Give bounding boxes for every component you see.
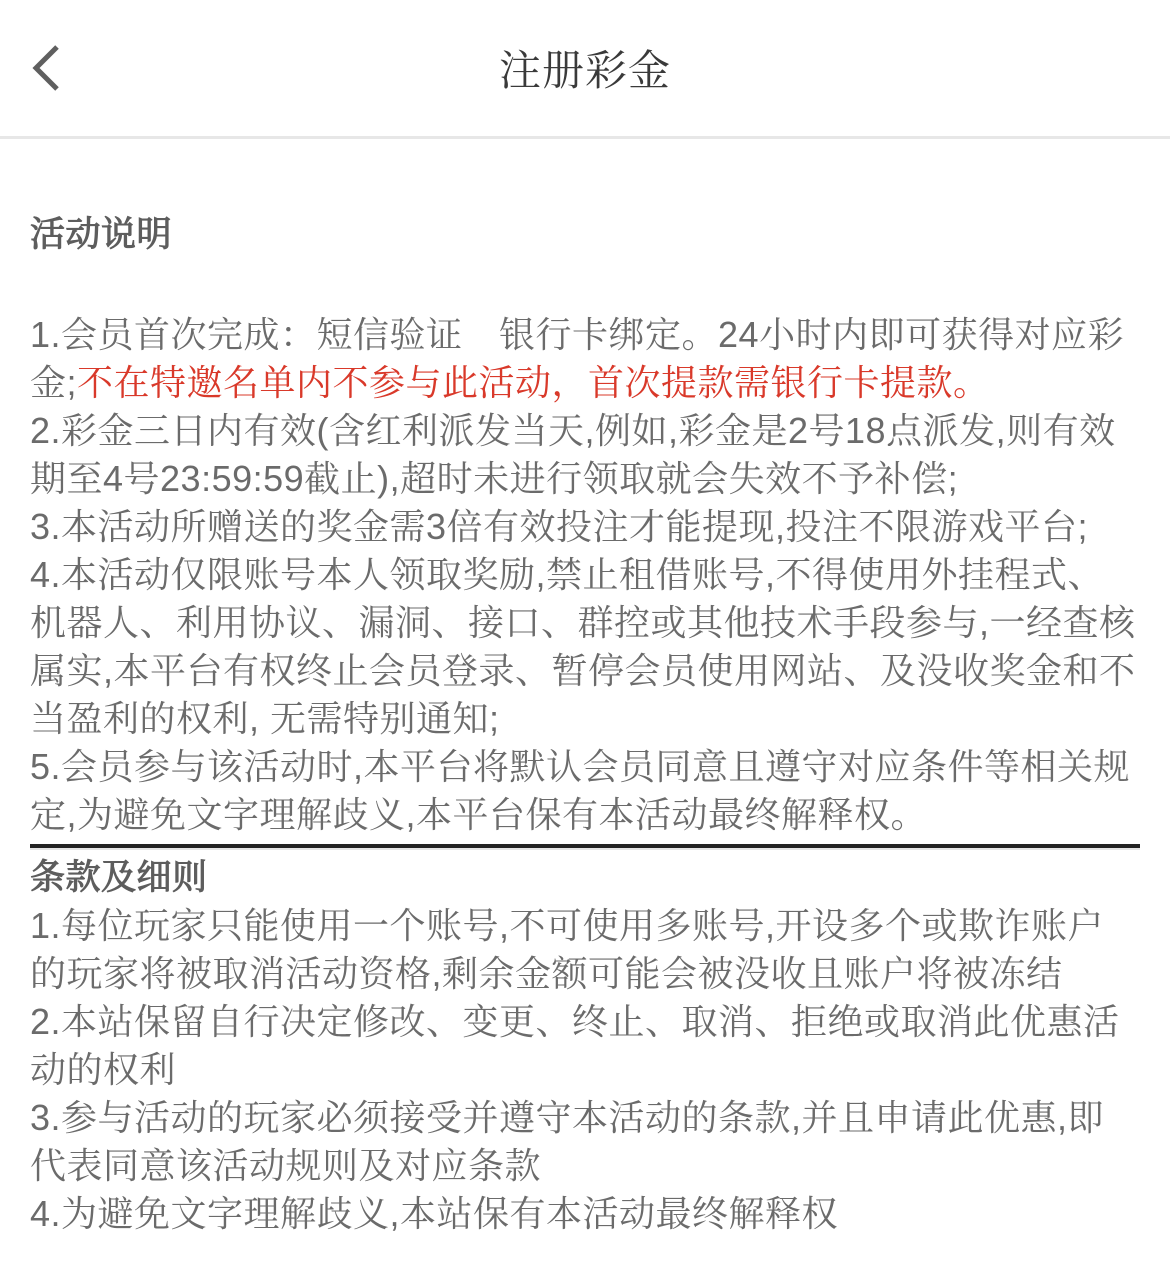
section-activity	[30, 211, 1140, 839]
rule-paragraph	[30, 902, 1140, 998]
rule-text: 4.本活动仅限账号本人领取奖励,禁止租借账号,不得使用外挂程式、机器人、利用协议、漏洞、接口、群控或其他技术手段参与,一经查核属实,本平台有权终止会员登录、暂停会员使用网站、及没收奖金和不当盈利的权利, 无需特别通知;	[30, 554, 1136, 739]
rule-paragraph	[30, 551, 1140, 743]
rule-text: 4.为避免文字理解歧义,本站保有本活动最终解释权	[30, 1193, 839, 1234]
app-bar	[0, 0, 1170, 139]
terms-rules-list	[30, 902, 1140, 1238]
section-divider	[30, 844, 1140, 848]
activity-rules-list	[30, 311, 1140, 839]
rule-text: 1.会员首次完成：短信验证 银行卡绑定。24小时内即可获得对应彩金;	[30, 314, 1125, 403]
section-heading-activity: 活动说明	[30, 215, 173, 254]
rule-paragraph	[30, 311, 1140, 407]
chevron-left-icon	[30, 43, 62, 93]
rule-paragraph	[30, 998, 1140, 1094]
rule-text: 2.本站保留自行决定修改、变更、终止、取消、拒绝或取消此优惠活动的权利	[30, 1001, 1120, 1090]
rule-paragraph	[30, 743, 1140, 839]
rule-text: 3.本活动所赠送的奖金需3倍有效投注才能提现,投注不限游戏平台;	[30, 506, 1089, 547]
rule-paragraph	[30, 407, 1140, 503]
back-button[interactable]	[18, 36, 74, 100]
section-heading-terms: 条款及细则	[30, 858, 208, 897]
section-terms	[30, 854, 1140, 1238]
rule-paragraph	[30, 1190, 1140, 1238]
rule-text: 5.会员参与该活动时,本平台将默认会员同意且遵守对应条件等相关规定,为避免文字理解歧义,本平台保有本活动最终解释权。	[30, 746, 1131, 835]
rule-text: 3.参与活动的玩家必须接受并遵守本活动的条款,并且申请此优惠,即代表同意该活动规则及对应条款	[30, 1097, 1105, 1186]
rule-paragraph	[30, 1094, 1140, 1190]
content	[0, 211, 1170, 1278]
rule-paragraph	[30, 503, 1140, 551]
rule-text: 2.彩金三日内有效(含红利派发当天,例如,彩金是2号18点派发,则有效期至4号23:59:59截止),超时未进行领取就会失效不予补偿;	[30, 410, 1116, 499]
red-warning-text: 不在特邀名单内不参与此活动，首次提款需银行卡提款。	[77, 362, 990, 403]
page-title: 注册彩金	[498, 47, 671, 94]
rule-text: 1.每位玩家只能使用一个账号,不可使用多账号,开设多个或欺诈账户的玩家将被取消活动资格,剩余金额可能会被没收且账户将被冻结	[30, 905, 1105, 994]
